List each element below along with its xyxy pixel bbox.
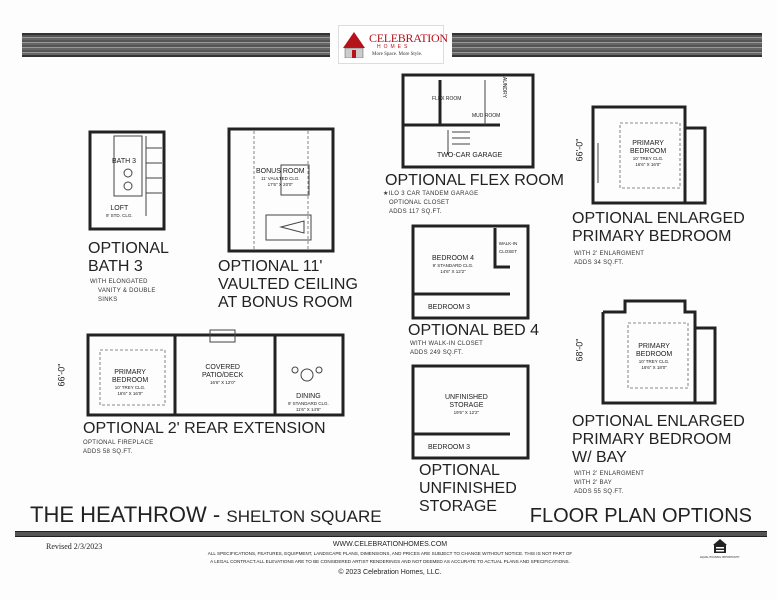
room-ceiling: 9' STANDARD CLG. [288, 401, 329, 406]
bay-title [572, 413, 745, 467]
room-name: BEDROOM 4 [432, 255, 475, 262]
celebration-homes-logo [338, 25, 448, 64]
title-line: UNFINISHED [419, 480, 517, 497]
room-bath3: BATH 3 [112, 158, 136, 165]
enlarged-dimension: 66'-0" [574, 138, 585, 162]
logo-tagline: More Space. More Style. [372, 52, 423, 57]
room-bed4 [432, 255, 474, 274]
detail-line: ADDS 34 SQ.FT. [574, 260, 624, 266]
enlarged-details [574, 250, 644, 268]
room-name: DINING [296, 393, 321, 400]
detail-line: WITH 2' BAY [574, 480, 613, 486]
title-line: OPTIONAL 11' [218, 258, 323, 275]
title-line: W/ BAY [572, 449, 627, 466]
detail-line: WITH WALK-IN CLOSET [410, 341, 484, 347]
detail-line: ★ILO 3 CAR TANDEM GARAGE [383, 191, 479, 197]
room-ceiling: 11' VAULTED CLG. [261, 176, 300, 181]
sheet-title: FLOOR PLAN OPTIONS [529, 505, 752, 527]
bed4-details [410, 340, 483, 358]
website-link[interactable]: WWW.CELEBRATIONHOMES.COM [332, 541, 448, 548]
room-bed3-storage: BEDROOM 3 [428, 444, 471, 451]
room-covered-patio [202, 364, 243, 386]
room-mud: MUD ROOM [472, 113, 501, 119]
loft-ceiling: 9' STD. CLG. [106, 213, 133, 218]
room-flex: FLEX ROOM [432, 96, 462, 102]
title-line: PRIMARY BEDROOM [572, 228, 732, 245]
logo-brand: CELEBRATION [369, 31, 448, 45]
room-ceiling: 9' STANDARD CLG. [432, 263, 474, 268]
revised-date: Revised 2/3/2023 [46, 542, 103, 551]
storage-title [419, 462, 517, 516]
bath3-title [88, 240, 169, 276]
room-name: STORAGE [449, 402, 484, 409]
bed4-title: OPTIONAL BED 4 [408, 322, 539, 339]
room-size: 11'6" X 14'6" [295, 406, 321, 412]
room-name: BONUS ROOM [256, 168, 305, 175]
room-unfinished-storage [445, 394, 488, 416]
detail-line: OPTIONAL FIREPLACE [83, 440, 154, 446]
rear-details [83, 439, 154, 457]
loft-label: LOFT [110, 205, 129, 212]
equal-housing-icon [712, 538, 728, 554]
title-line: OPTIONAL ENLARGED [572, 413, 745, 430]
flex-title: OPTIONAL FLEX ROOM [385, 172, 564, 189]
rear-title: OPTIONAL 2' REAR EXTENSION [83, 420, 326, 437]
header-bar-left [22, 33, 330, 57]
room-size: 17'6" X 20'0" [267, 181, 294, 187]
room-bed3: BEDROOM 3 [428, 304, 471, 311]
logo-homes: HOMES [377, 44, 411, 50]
room-garage: TWO-CAR GARAGE [437, 152, 503, 159]
title-line: BATH 3 [88, 258, 143, 275]
room-name: PRIMARY [638, 343, 670, 350]
title-line: STORAGE [419, 498, 497, 515]
title-line: VAULTED CEILING [218, 276, 358, 293]
title-line: OPTIONAL [88, 240, 169, 257]
copyright: © 2023 Celebration Homes, LLC. [338, 569, 442, 576]
detail-line: WITH 2' ENLARGMENT [574, 251, 645, 257]
detail-line: ADDS 249 SQ.FT. [410, 350, 464, 356]
flex-details [383, 190, 478, 217]
room-ceiling: 10' TREY CLG. [114, 385, 146, 390]
room-primary-enlarged [630, 140, 666, 167]
room-size: 19'6" X 12'2" [453, 410, 480, 415]
title-separator: - [206, 502, 227, 527]
room-name: BEDROOM [636, 351, 673, 358]
room-name: BEDROOM [630, 148, 667, 155]
room-bonus [256, 168, 305, 187]
room-size: 14'6" X 12'2" [440, 268, 466, 274]
detail-line: SINKS [98, 297, 118, 303]
detail-line: ADDS 58 SQ.FT. [83, 449, 133, 455]
enlarged-title [572, 210, 745, 246]
bonus-title [218, 258, 358, 312]
title-line: OPTIONAL [419, 462, 500, 479]
room-loft [106, 205, 133, 219]
bay-details [574, 470, 644, 497]
detail-line: ADDS 55 SQ.FT. [574, 489, 624, 495]
detail-line: WITH ELONGATED [90, 279, 148, 285]
disclaimer-line-2: A LEGAL CONTRACT.ALL ELEVATIONS ARE TO BE CONSIDERED ARTIST RENDERINGS AND NOT DEEMED AS ACCURATE TO ACTUAL PLANS AND SPECIFICATIONS. [210, 559, 570, 564]
title-line: PRIMARY BEDROOM [572, 431, 732, 448]
room-laundry: LAUNDRY [500, 74, 507, 98]
room-dining [288, 393, 329, 412]
room-name: BEDROOM [112, 377, 149, 384]
title-line: AT BONUS ROOM [218, 294, 353, 311]
bath3-details [90, 278, 156, 305]
equal-housing-label: EQUAL HOUSING OPPORTUNITY [700, 556, 740, 559]
room-name: UNFINISHED [445, 394, 488, 401]
room-name: COVERED [205, 364, 240, 371]
room-size: 16'6" X 16'0" [635, 161, 661, 167]
disclaimer-line-1: ALL SPECIFICATIONS, FEATURES, EQUIPMENT, LANDSCAPE PLANS, DIMENSIONS, AND PRICES ARE SUBJECT TO CHANGE WITHOUT NOTICE. THIS IS NOT PART OF [207, 551, 573, 556]
detail-line: ADDS 117 SQ.FT. [389, 209, 442, 215]
community-name: SHELTON SQUARE [226, 507, 382, 526]
detail-line: VANITY & DOUBLE [98, 288, 156, 294]
room-primary-bay [636, 343, 672, 370]
rear-dimension: 66'-0" [56, 363, 67, 387]
bonus-room-plan [226, 125, 336, 255]
plan-title [30, 502, 382, 530]
room-name: PRIMARY [632, 140, 664, 147]
header-bar-right [452, 33, 762, 57]
footer-rule [15, 531, 767, 537]
plan-name: THE HEATHROW [30, 502, 207, 527]
bay-dimension: 68'-0" [574, 338, 585, 362]
detail-line: WITH 2' ENLARGMENT [574, 471, 645, 477]
house-logo-icon [343, 32, 365, 58]
room-size: 16'6" X 18'0" [641, 364, 667, 370]
room-ceiling: 10' TREY CLG. [638, 359, 670, 364]
room-ceiling: 10' TREY CLG. [632, 156, 664, 161]
room-walkin-closet: WALK-IN CLOSET [498, 241, 518, 254]
room-size: 16'6" X 12'0" [209, 380, 236, 385]
detail-line: OPTIONAL CLOSET [389, 200, 450, 206]
title-line: OPTIONAL ENLARGED [572, 210, 745, 227]
room-size: 16'6" X 16'0" [117, 390, 143, 396]
room-name: PATIO/DECK [202, 372, 244, 379]
room-name: PRIMARY [114, 369, 146, 376]
room-primary-rear [112, 369, 148, 396]
